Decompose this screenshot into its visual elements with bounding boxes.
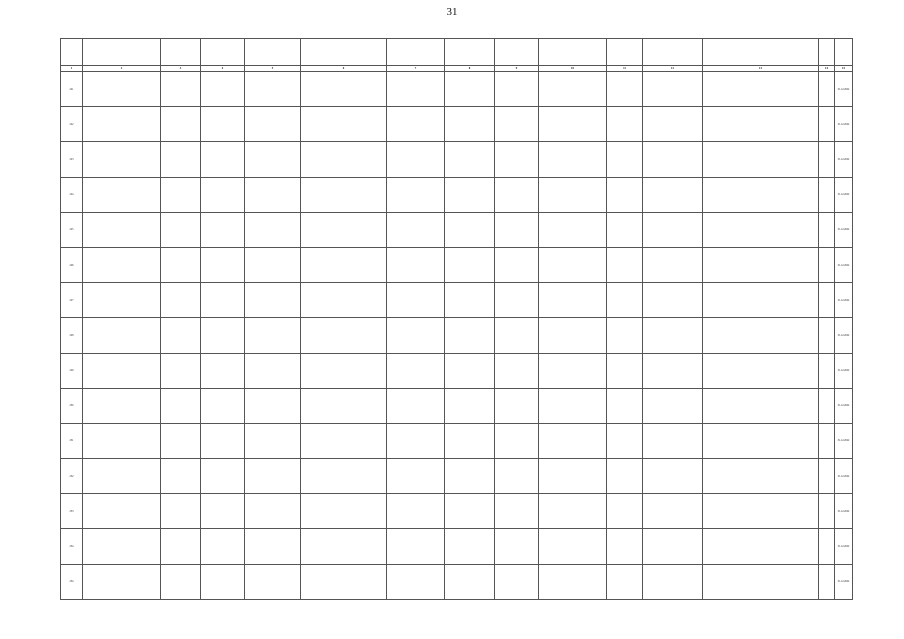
table-cell-col-10 xyxy=(539,459,607,494)
table-cell-col-5 xyxy=(245,459,301,494)
table-cell-col-7 xyxy=(387,107,445,142)
table-cell-col-15: 31.12.2022 xyxy=(835,529,853,564)
table-cell-col-10 xyxy=(539,423,607,458)
table-cell-col-4 xyxy=(201,247,245,282)
table-cell-col-9 xyxy=(495,353,539,388)
table-cell-col-12 xyxy=(643,247,703,282)
table-cell-col-10 xyxy=(539,564,607,599)
table-cell-col-8 xyxy=(445,283,495,318)
table-cell-col-11 xyxy=(607,107,643,142)
table-cell-col-9 xyxy=(495,177,539,212)
table-cell-col-15: 31.12.2022 xyxy=(835,459,853,494)
table-cell-col-13 xyxy=(703,529,819,564)
table-cell-col-10 xyxy=(539,353,607,388)
table-row xyxy=(61,72,853,107)
table-cell-col-8 xyxy=(445,177,495,212)
table-row xyxy=(61,142,853,177)
table-cell-col-6 xyxy=(301,142,387,177)
table-cell-col-3 xyxy=(161,564,201,599)
table-row xyxy=(61,107,853,142)
table-cell-col-8 xyxy=(445,353,495,388)
table-cell-col-7 xyxy=(387,564,445,599)
table-cell-col-14 xyxy=(819,353,835,388)
column-number-14: 14 xyxy=(819,66,835,72)
table-cell-col-8 xyxy=(445,494,495,529)
table-cell-col-7 xyxy=(387,353,445,388)
table-cell-col-12 xyxy=(643,212,703,247)
table-cell-col-9 xyxy=(495,318,539,353)
table-cell-col-1: 224 xyxy=(61,177,83,212)
table-cell-col-13 xyxy=(703,107,819,142)
table-cell-col-1: 226 xyxy=(61,247,83,282)
table-cell-col-1: 233 xyxy=(61,494,83,529)
column-number-13: 13 xyxy=(703,66,819,72)
table-cell-col-5 xyxy=(245,283,301,318)
table-cell-col-2 xyxy=(83,423,161,458)
column-header-8 xyxy=(445,39,495,66)
table-cell-col-3 xyxy=(161,177,201,212)
table-cell-col-3 xyxy=(161,72,201,107)
column-number-12: 12 xyxy=(643,66,703,72)
table-cell-col-10 xyxy=(539,142,607,177)
header-row xyxy=(61,39,853,66)
table-cell-col-1: 222 xyxy=(61,107,83,142)
column-number-2: 2 xyxy=(83,66,161,72)
register-table xyxy=(60,38,853,600)
table-cell-col-12 xyxy=(643,423,703,458)
table-cell-col-6 xyxy=(301,388,387,423)
table-cell-col-8 xyxy=(445,107,495,142)
table-cell-col-14 xyxy=(819,318,835,353)
table-cell-col-3 xyxy=(161,212,201,247)
table-cell-col-3 xyxy=(161,247,201,282)
table-cell-col-13 xyxy=(703,564,819,599)
table-cell-col-13 xyxy=(703,318,819,353)
table-cell-col-11 xyxy=(607,388,643,423)
table-cell-col-2 xyxy=(83,353,161,388)
table-cell-col-11 xyxy=(607,529,643,564)
table-cell-col-3 xyxy=(161,107,201,142)
table-cell-col-15: 31.12.2022 xyxy=(835,423,853,458)
table-cell-col-14 xyxy=(819,177,835,212)
column-number-9: 9 xyxy=(495,66,539,72)
table-cell-col-9 xyxy=(495,423,539,458)
table-cell-col-13 xyxy=(703,494,819,529)
table-row xyxy=(61,494,853,529)
table-cell-col-9 xyxy=(495,72,539,107)
table-cell-col-5 xyxy=(245,318,301,353)
table-row xyxy=(61,459,853,494)
table-cell-col-1: 231 xyxy=(61,423,83,458)
table-cell-col-4 xyxy=(201,388,245,423)
table-cell-col-2 xyxy=(83,564,161,599)
table-cell-col-10 xyxy=(539,177,607,212)
table-cell-col-5 xyxy=(245,177,301,212)
table-cell-col-13 xyxy=(703,142,819,177)
table-cell-col-4 xyxy=(201,212,245,247)
table-cell-col-4 xyxy=(201,423,245,458)
table-cell-col-5 xyxy=(245,529,301,564)
table-cell-col-12 xyxy=(643,494,703,529)
table-cell-col-7 xyxy=(387,459,445,494)
table-cell-col-6 xyxy=(301,283,387,318)
table-cell-col-1: 234 xyxy=(61,564,83,599)
table-row xyxy=(61,529,853,564)
table-cell-col-11 xyxy=(607,353,643,388)
table-cell-col-15: 31.12.2022 xyxy=(835,107,853,142)
table-row xyxy=(61,283,853,318)
table-cell-col-7 xyxy=(387,494,445,529)
table-cell-col-5 xyxy=(245,423,301,458)
table-cell-col-12 xyxy=(643,353,703,388)
table-cell-col-8 xyxy=(445,318,495,353)
register-sheet xyxy=(60,38,852,600)
table-cell-col-12 xyxy=(643,72,703,107)
table-row xyxy=(61,388,853,423)
table-cell-col-1: 223 xyxy=(61,142,83,177)
table-row xyxy=(61,247,853,282)
table-cell-col-6 xyxy=(301,494,387,529)
table-row xyxy=(61,212,853,247)
column-header-7 xyxy=(387,39,445,66)
table-cell-col-4 xyxy=(201,529,245,564)
table-cell-col-6 xyxy=(301,212,387,247)
table-cell-col-6 xyxy=(301,529,387,564)
table-cell-col-5 xyxy=(245,353,301,388)
column-header-4 xyxy=(201,39,245,66)
table-cell-col-8 xyxy=(445,459,495,494)
table-cell-col-3 xyxy=(161,318,201,353)
table-cell-col-6 xyxy=(301,353,387,388)
table-cell-col-10 xyxy=(539,72,607,107)
table-cell-col-14 xyxy=(819,388,835,423)
table-cell-col-13 xyxy=(703,353,819,388)
table-cell-col-2 xyxy=(83,177,161,212)
table-cell-col-12 xyxy=(643,107,703,142)
column-header-6 xyxy=(301,39,387,66)
column-number-7: 7 xyxy=(387,66,445,72)
table-cell-col-12 xyxy=(643,177,703,212)
table-cell-col-13 xyxy=(703,283,819,318)
table-cell-col-15: 31.12.2022 xyxy=(835,353,853,388)
column-header-5 xyxy=(245,39,301,66)
table-cell-col-10 xyxy=(539,107,607,142)
table-cell-col-5 xyxy=(245,388,301,423)
table-cell-col-11 xyxy=(607,423,643,458)
table-cell-col-7 xyxy=(387,142,445,177)
table-cell-col-11 xyxy=(607,247,643,282)
table-cell-col-8 xyxy=(445,529,495,564)
table-cell-col-9 xyxy=(495,212,539,247)
column-number-3: 3 xyxy=(161,66,201,72)
table-cell-col-4 xyxy=(201,318,245,353)
table-cell-col-9 xyxy=(495,459,539,494)
table-cell-col-5 xyxy=(245,107,301,142)
table-cell-col-3 xyxy=(161,529,201,564)
table-cell-col-14 xyxy=(819,72,835,107)
table-cell-col-5 xyxy=(245,212,301,247)
table-cell-col-12 xyxy=(643,529,703,564)
column-header-12 xyxy=(643,39,703,66)
table-cell-col-3 xyxy=(161,459,201,494)
table-cell-col-6 xyxy=(301,72,387,107)
table-cell-col-1: 221 xyxy=(61,72,83,107)
table-cell-col-9 xyxy=(495,107,539,142)
table-body xyxy=(61,72,853,600)
table-cell-col-4 xyxy=(201,494,245,529)
table-cell-col-8 xyxy=(445,72,495,107)
table-cell-col-3 xyxy=(161,494,201,529)
table-cell-col-12 xyxy=(643,388,703,423)
table-cell-col-5 xyxy=(245,72,301,107)
table-cell-col-7 xyxy=(387,388,445,423)
table-cell-col-2 xyxy=(83,107,161,142)
table-cell-col-14 xyxy=(819,564,835,599)
table-cell-col-2 xyxy=(83,212,161,247)
table-cell-col-9 xyxy=(495,388,539,423)
table-cell-col-1: 225 xyxy=(61,212,83,247)
table-cell-col-10 xyxy=(539,388,607,423)
table-cell-col-2 xyxy=(83,283,161,318)
table-cell-col-14 xyxy=(819,529,835,564)
table-cell-col-6 xyxy=(301,564,387,599)
table-cell-col-1: 227 xyxy=(61,283,83,318)
table-cell-col-13 xyxy=(703,423,819,458)
table-cell-col-10 xyxy=(539,283,607,318)
table-cell-col-15: 31.12.2022 xyxy=(835,177,853,212)
table-cell-col-14 xyxy=(819,142,835,177)
table-cell-col-11 xyxy=(607,72,643,107)
table-cell-col-12 xyxy=(643,564,703,599)
table-cell-col-11 xyxy=(607,212,643,247)
table-cell-col-3 xyxy=(161,388,201,423)
table-cell-col-15: 31.12.2022 xyxy=(835,494,853,529)
table-cell-col-12 xyxy=(643,318,703,353)
table-cell-col-12 xyxy=(643,459,703,494)
table-cell-col-6 xyxy=(301,247,387,282)
table-cell-col-7 xyxy=(387,247,445,282)
table-cell-col-9 xyxy=(495,529,539,564)
table-cell-col-6 xyxy=(301,318,387,353)
table-cell-col-5 xyxy=(245,494,301,529)
table-cell-col-14 xyxy=(819,494,835,529)
table-cell-col-9 xyxy=(495,494,539,529)
table-cell-col-1: 234 xyxy=(61,529,83,564)
table-cell-col-10 xyxy=(539,247,607,282)
table-cell-col-12 xyxy=(643,283,703,318)
column-number-4: 4 xyxy=(201,66,245,72)
table-cell-col-2 xyxy=(83,72,161,107)
table-cell-col-3 xyxy=(161,283,201,318)
column-header-13 xyxy=(703,39,819,66)
table-cell-col-15: 31.12.2022 xyxy=(835,72,853,107)
table-cell-col-13 xyxy=(703,247,819,282)
table-cell-col-13 xyxy=(703,459,819,494)
column-number-11: 11 xyxy=(607,66,643,72)
column-header-10 xyxy=(539,39,607,66)
table-cell-col-4 xyxy=(201,142,245,177)
table-cell-col-9 xyxy=(495,564,539,599)
column-header-3 xyxy=(161,39,201,66)
table-cell-col-11 xyxy=(607,564,643,599)
table-cell-col-9 xyxy=(495,283,539,318)
table-cell-col-11 xyxy=(607,177,643,212)
table-cell-col-14 xyxy=(819,459,835,494)
table-cell-col-5 xyxy=(245,142,301,177)
table-cell-col-4 xyxy=(201,459,245,494)
table-cell-col-13 xyxy=(703,212,819,247)
table-cell-col-7 xyxy=(387,72,445,107)
table-cell-col-8 xyxy=(445,247,495,282)
table-cell-col-2 xyxy=(83,388,161,423)
table-cell-col-4 xyxy=(201,107,245,142)
table-cell-col-6 xyxy=(301,423,387,458)
table-cell-col-5 xyxy=(245,564,301,599)
table-cell-col-1: 230 xyxy=(61,388,83,423)
table-row xyxy=(61,353,853,388)
table-cell-col-7 xyxy=(387,212,445,247)
table-cell-col-13 xyxy=(703,72,819,107)
table-cell-col-6 xyxy=(301,107,387,142)
table-cell-col-3 xyxy=(161,423,201,458)
table-cell-col-9 xyxy=(495,247,539,282)
table-cell-col-8 xyxy=(445,423,495,458)
table-cell-col-4 xyxy=(201,353,245,388)
table-cell-col-11 xyxy=(607,459,643,494)
table-cell-col-15: 31.12.2022 xyxy=(835,212,853,247)
table-cell-col-3 xyxy=(161,142,201,177)
table-cell-col-14 xyxy=(819,423,835,458)
table-cell-col-7 xyxy=(387,423,445,458)
table-cell-col-14 xyxy=(819,212,835,247)
table-cell-col-8 xyxy=(445,388,495,423)
table-cell-col-7 xyxy=(387,177,445,212)
table-cell-col-13 xyxy=(703,177,819,212)
table-cell-col-4 xyxy=(201,283,245,318)
table-cell-col-15: 31.12.2022 xyxy=(835,142,853,177)
column-header-9 xyxy=(495,39,539,66)
column-number-6: 6 xyxy=(301,66,387,72)
table-cell-col-5 xyxy=(245,247,301,282)
table-cell-col-4 xyxy=(201,72,245,107)
table-cell-col-2 xyxy=(83,142,161,177)
table-cell-col-14 xyxy=(819,283,835,318)
table-cell-col-8 xyxy=(445,212,495,247)
table-cell-col-2 xyxy=(83,318,161,353)
table-cell-col-11 xyxy=(607,318,643,353)
page-number: 31 xyxy=(446,6,458,18)
table-cell-col-14 xyxy=(819,107,835,142)
table-cell-col-10 xyxy=(539,494,607,529)
table-cell-col-15: 31.12.2022 xyxy=(835,564,853,599)
table-cell-col-2 xyxy=(83,247,161,282)
table-cell-col-13 xyxy=(703,388,819,423)
table-cell-col-7 xyxy=(387,318,445,353)
table-cell-col-15: 31.12.2022 xyxy=(835,247,853,282)
table-cell-col-2 xyxy=(83,529,161,564)
table-cell-col-1: 229 xyxy=(61,353,83,388)
table-cell-col-11 xyxy=(607,494,643,529)
table-cell-col-10 xyxy=(539,318,607,353)
column-number-5: 5 xyxy=(245,66,301,72)
table-cell-col-15: 31.12.2022 xyxy=(835,388,853,423)
column-number-15: 15 xyxy=(835,66,853,72)
table-cell-col-10 xyxy=(539,212,607,247)
table-cell-col-15: 31.12.2022 xyxy=(835,283,853,318)
table-cell-col-11 xyxy=(607,142,643,177)
table-cell-col-6 xyxy=(301,459,387,494)
table-cell-col-11 xyxy=(607,283,643,318)
column-number-8: 8 xyxy=(445,66,495,72)
column-header-1 xyxy=(61,39,83,66)
table-cell-col-7 xyxy=(387,283,445,318)
table-cell-col-9 xyxy=(495,142,539,177)
table-cell-col-8 xyxy=(445,564,495,599)
column-number-1: 1 xyxy=(61,66,83,72)
column-header-11 xyxy=(607,39,643,66)
table-cell-col-3 xyxy=(161,353,201,388)
table-row xyxy=(61,318,853,353)
column-number-10: 10 xyxy=(539,66,607,72)
table-cell-col-4 xyxy=(201,564,245,599)
table-cell-col-14 xyxy=(819,247,835,282)
table-cell-col-1: 232 xyxy=(61,459,83,494)
table-row xyxy=(61,564,853,599)
table-cell-col-1: 228 xyxy=(61,318,83,353)
table-cell-col-7 xyxy=(387,529,445,564)
table-cell-col-2 xyxy=(83,459,161,494)
table-cell-col-4 xyxy=(201,177,245,212)
table-cell-col-10 xyxy=(539,529,607,564)
table-cell-col-15: 31.12.2022 xyxy=(835,318,853,353)
table-cell-col-2 xyxy=(83,494,161,529)
column-header-2 xyxy=(83,39,161,66)
column-header-15 xyxy=(835,39,853,66)
table-cell-col-12 xyxy=(643,142,703,177)
table-cell-col-8 xyxy=(445,142,495,177)
column-header-14 xyxy=(819,39,835,66)
table-row xyxy=(61,423,853,458)
table-cell-col-6 xyxy=(301,177,387,212)
table-row xyxy=(61,177,853,212)
